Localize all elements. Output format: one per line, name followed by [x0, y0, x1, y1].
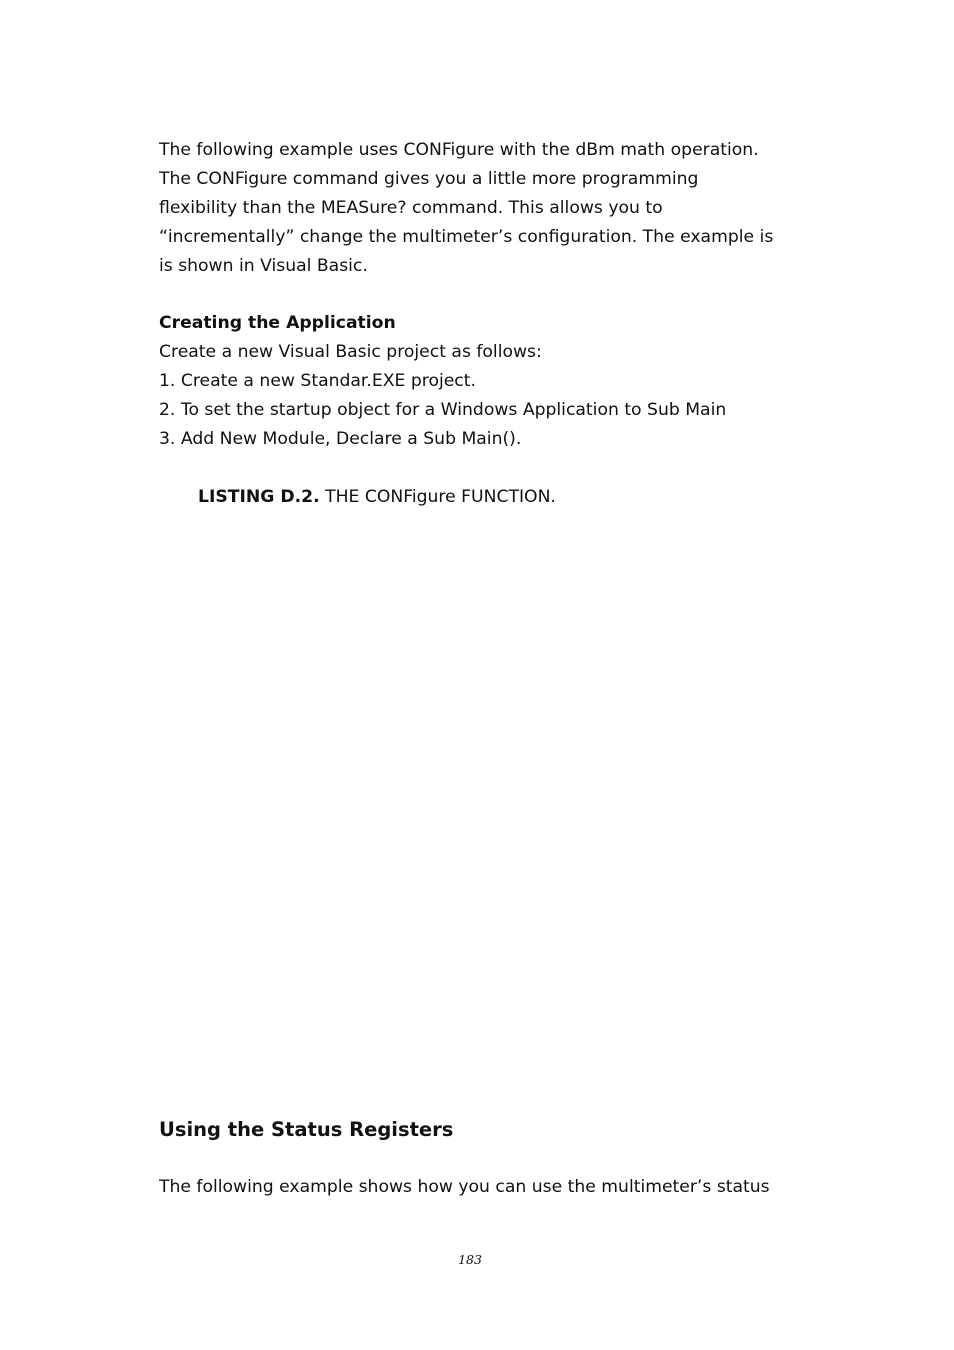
step-line: 1. Create a new Standar.EXE project.	[159, 371, 476, 391]
intro-line: The following example uses CONFigure with the dBm math operation.	[159, 140, 759, 160]
step-line: Create a new Visual Basic project as follows:	[159, 342, 542, 362]
intro-line: flexibility than the MEASure? command. This allows you to	[159, 198, 663, 218]
listing-caption	[198, 483, 556, 512]
listing-label: LISTING D.2.	[198, 487, 320, 507]
intro-line: is shown in Visual Basic.	[159, 256, 368, 276]
intro-line: The CONFigure command gives you a little more programming	[159, 169, 699, 189]
intro-line: “incrementally” change the multimeter’s configuration. The example is	[159, 227, 774, 247]
listing-title: THE CONFigure FUNCTION.	[319, 487, 556, 507]
intro-paragraph	[159, 136, 773, 281]
creating-application-heading: Creating the Application	[159, 313, 396, 333]
status-registers-intro: The following example shows how you can use the multimeter’s status	[159, 1177, 770, 1197]
status-registers-heading: Using the Status Registers	[159, 1118, 454, 1141]
step-line: 2. To set the startup object for a Windows Application to Sub Main	[159, 400, 727, 420]
creating-application-steps	[159, 338, 726, 454]
step-line: 3. Add New Module, Declare a Sub Main().	[159, 429, 522, 449]
page-number: 183	[458, 1252, 482, 1267]
